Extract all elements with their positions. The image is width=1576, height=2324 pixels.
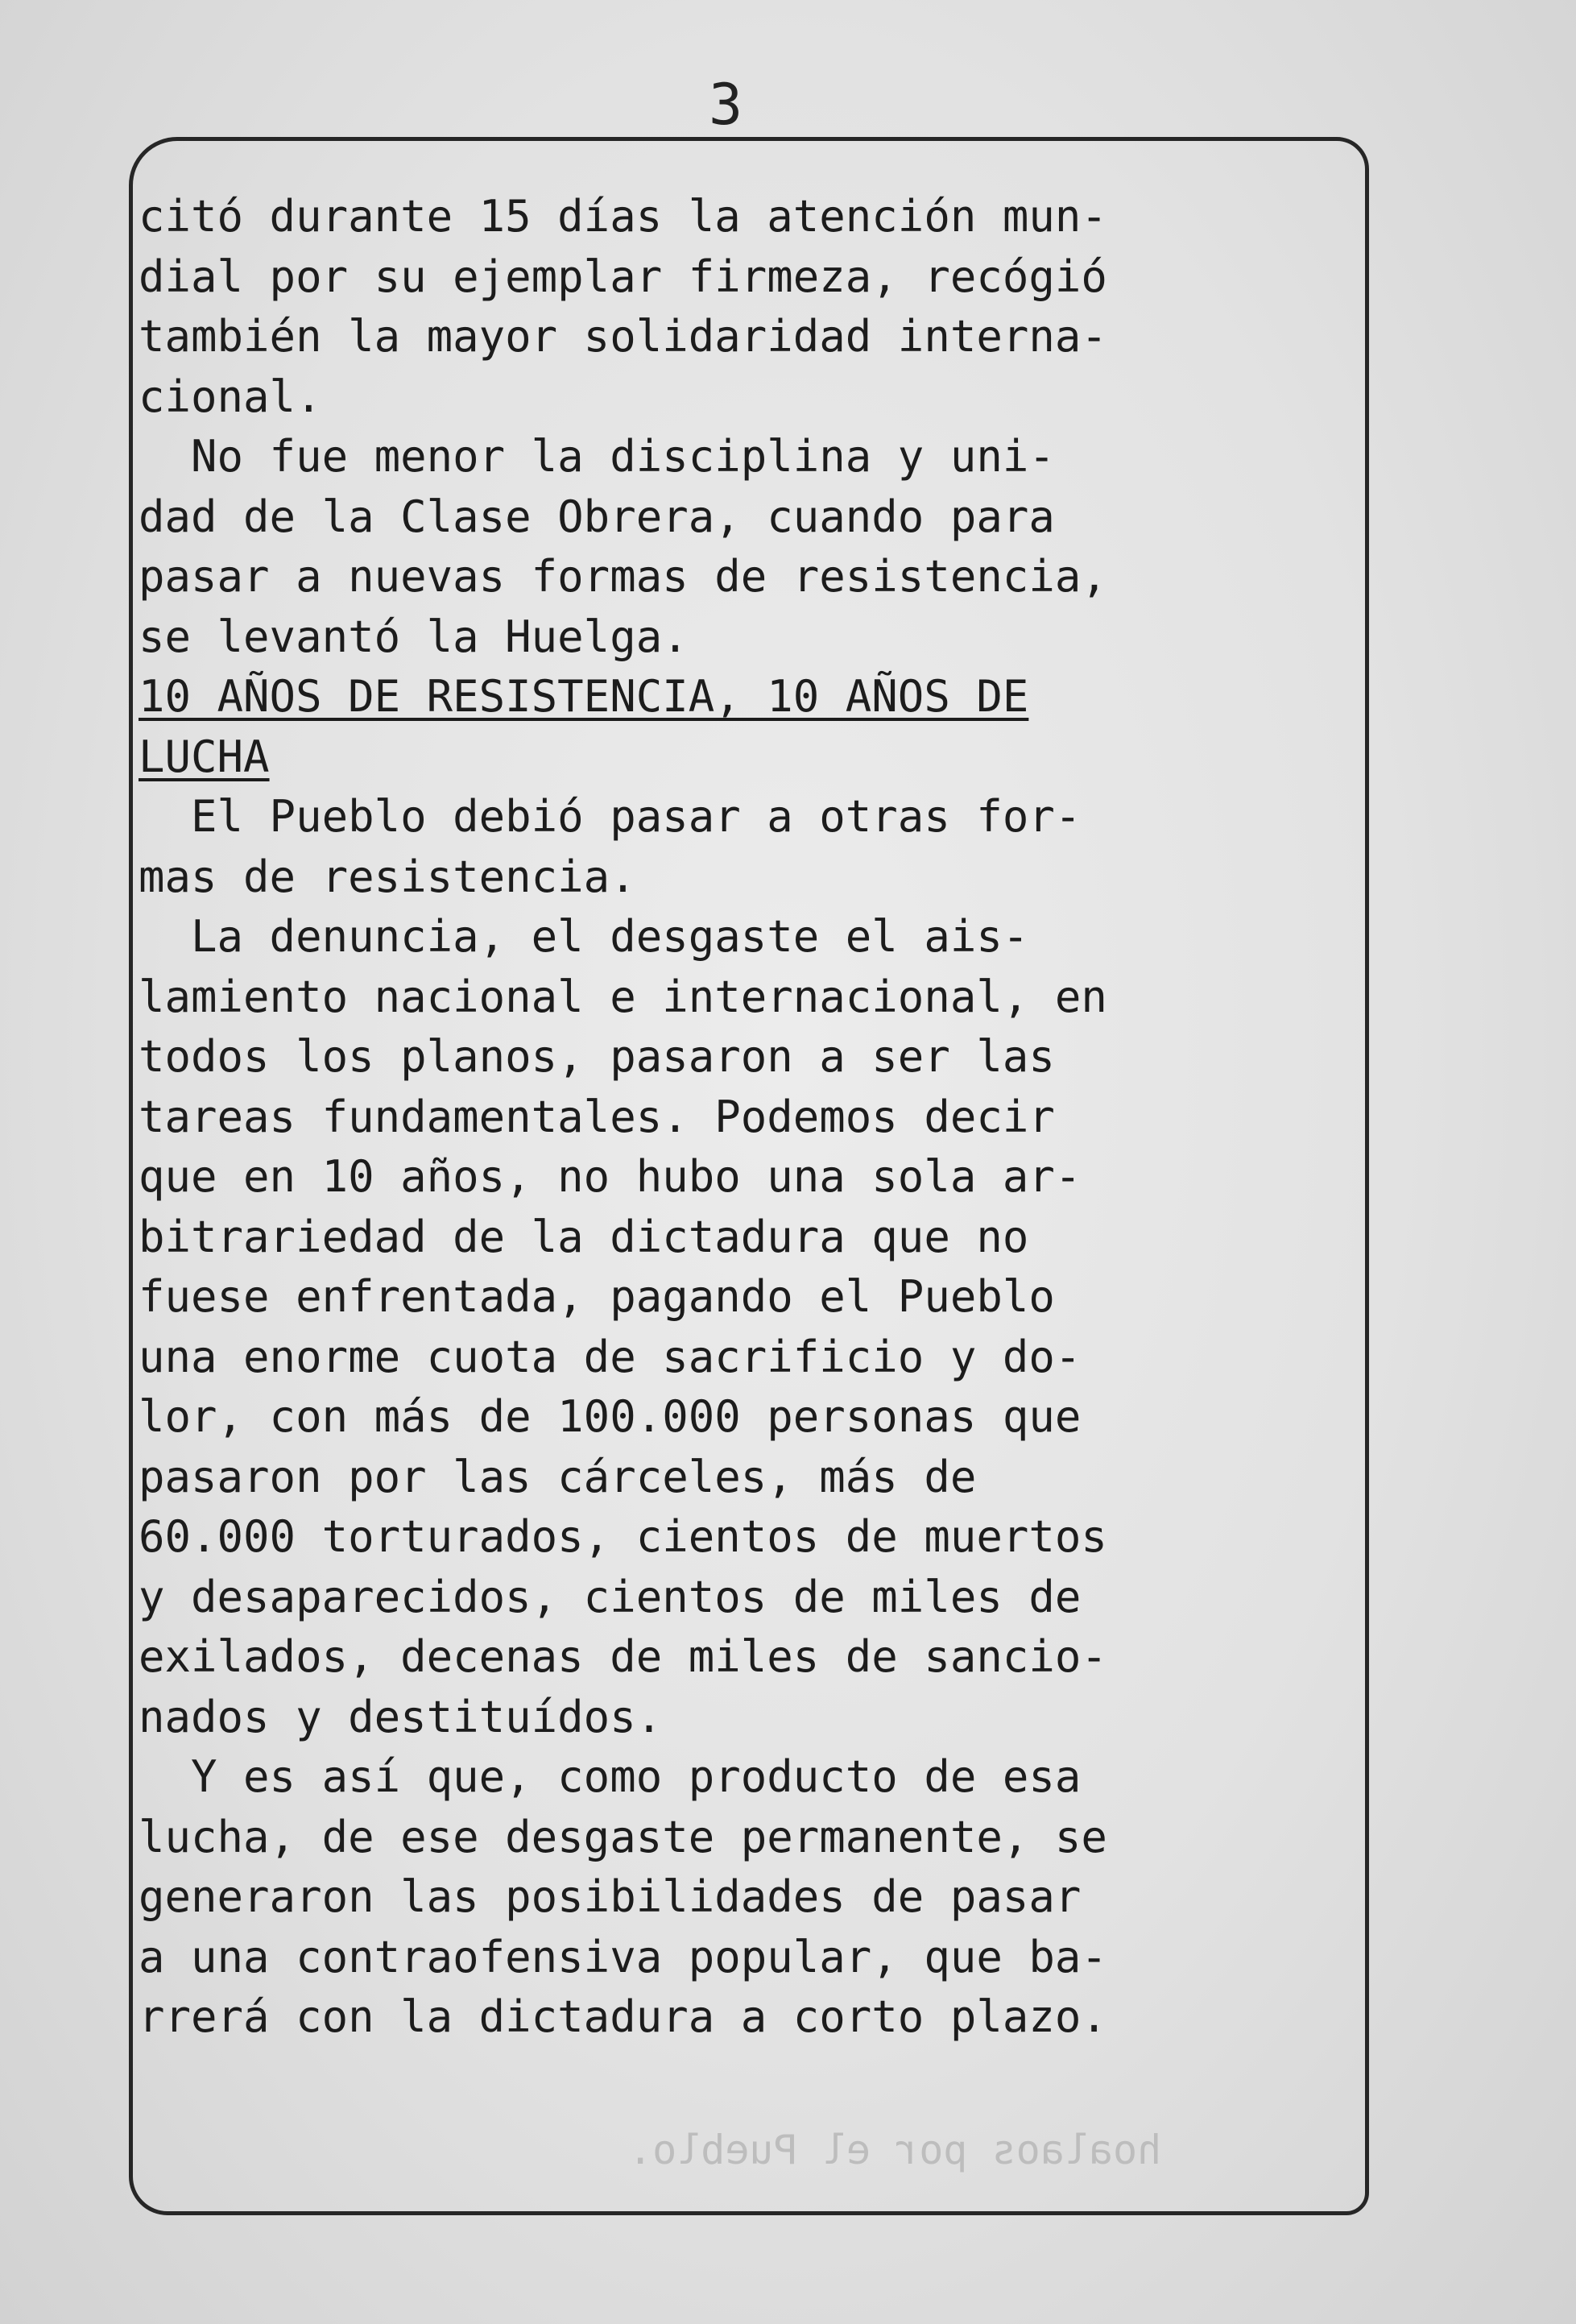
text-line: cional. bbox=[139, 371, 322, 422]
section-heading-line: LUCHA bbox=[139, 731, 270, 782]
text-line: lor, con más de 100.000 personas que bbox=[139, 1391, 1082, 1442]
text-line: dad de la Clase Obrera, cuando para bbox=[139, 491, 1055, 542]
text-line: dial por su ejemplar firmeza, recógió bbox=[139, 251, 1107, 302]
page-number: 3 bbox=[709, 72, 743, 138]
text-line: citó durante 15 días la atención mun- bbox=[139, 191, 1107, 242]
text-line: tareas fundamentales. Podemos decir bbox=[139, 1091, 1055, 1142]
text-line: pasaron por las cárceles, más de bbox=[139, 1451, 977, 1502]
text-line: que en 10 años, no hubo una sola ar- bbox=[139, 1151, 1082, 1202]
text-line: Y es así que, como producto de esa bbox=[139, 1751, 1082, 1802]
text-line: una enorme cuota de sacrificio y do- bbox=[139, 1331, 1082, 1382]
text-line: lucha, de ese desgaste permanente, se bbox=[139, 1811, 1107, 1862]
text-line: La denuncia, el desgaste el ais- bbox=[139, 911, 1029, 962]
text-line: fuese enfrentada, pagando el Pueblo bbox=[139, 1271, 1055, 1322]
bleed-through-text: hoalaos por el Pueblo. bbox=[628, 2127, 1162, 2173]
text-line: pasar a nuevas formas de resistencia, bbox=[139, 551, 1107, 602]
typewritten-text bbox=[139, 187, 1346, 2048]
text-line: No fue menor la disciplina y uni- bbox=[139, 431, 1055, 482]
text-line: lamiento nacional e internacional, en bbox=[139, 971, 1107, 1022]
text-line: El Pueblo debió pasar a otras for- bbox=[139, 791, 1082, 842]
text-line: 60.000 torturados, cientos de muertos bbox=[139, 1511, 1107, 1562]
text-line: a una contraofensiva popular, que ba- bbox=[139, 1931, 1107, 1982]
section-heading-line: 10 AÑOS DE RESISTENCIA, 10 AÑOS DE bbox=[139, 671, 1029, 722]
text-line: nados y destituídos. bbox=[139, 1691, 663, 1742]
text-line: todos los planos, pasaron a ser las bbox=[139, 1031, 1055, 1082]
text-line: mas de resistencia. bbox=[139, 851, 636, 902]
text-line: también la mayor solidaridad interna- bbox=[139, 311, 1107, 362]
text-line: bitrariedad de la dictadura que no bbox=[139, 1211, 1029, 1262]
text-line: generaron las posibilidades de pasar bbox=[139, 1871, 1082, 1922]
text-line: exilados, decenas de miles de sancio- bbox=[139, 1631, 1107, 1682]
text-line: rrerá con la dictadura a corto plazo. bbox=[139, 1991, 1107, 2042]
text-line: y desaparecidos, cientos de miles de bbox=[139, 1571, 1082, 1622]
text-line: se levantó la Huelga. bbox=[139, 611, 689, 662]
